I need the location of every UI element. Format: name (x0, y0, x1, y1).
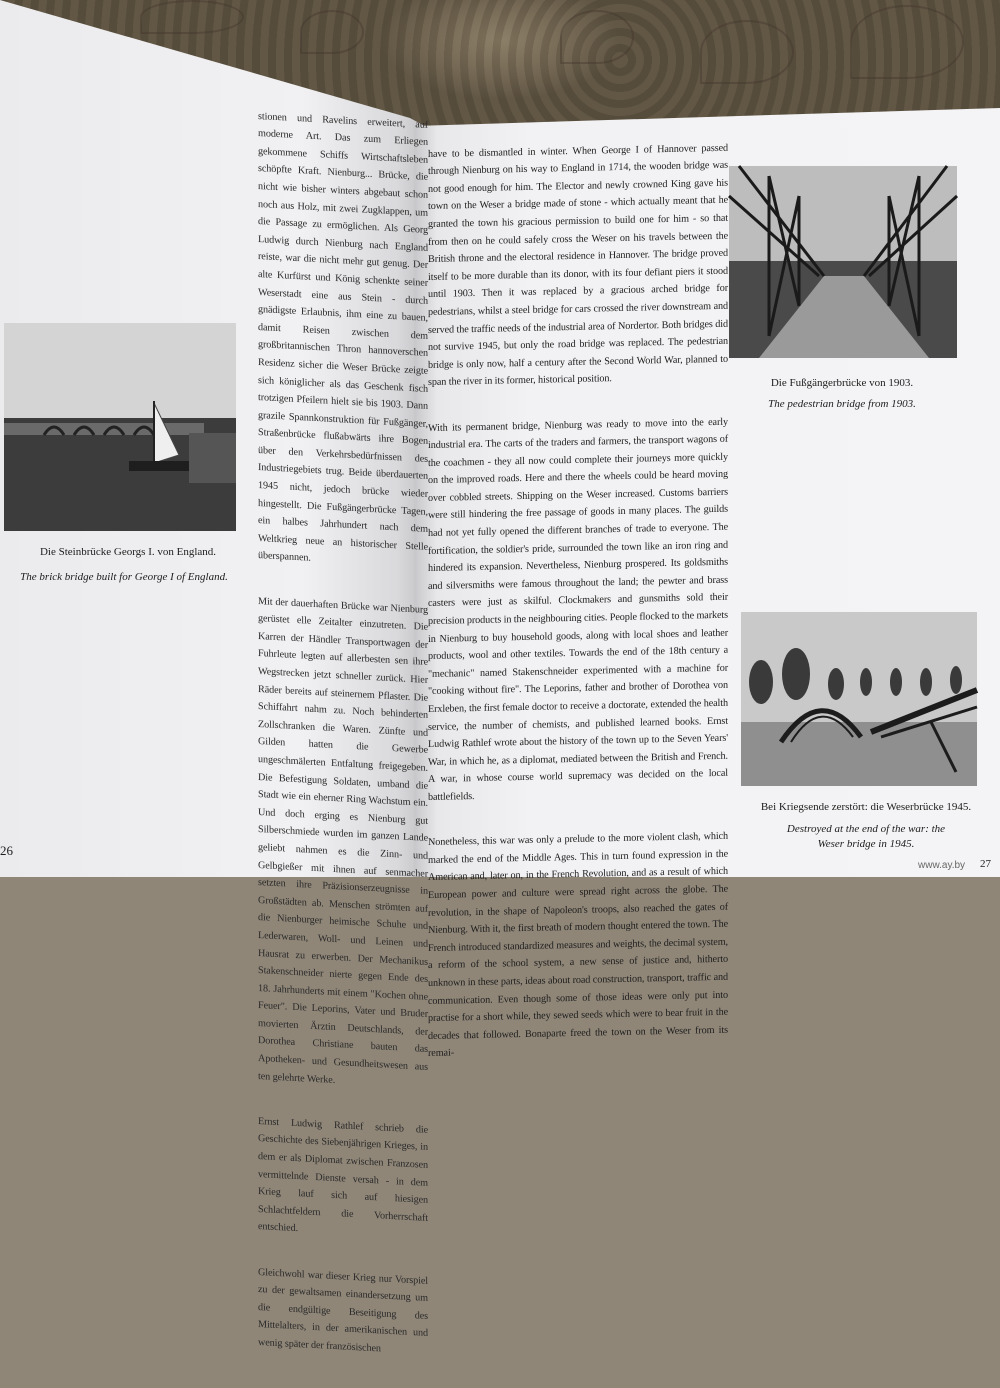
paisley-pattern (850, 5, 964, 79)
caption-stone-bridge-en: The brick bridge built for George I of England. (20, 571, 228, 583)
caption-weser-bridge-en: Destroyed at the end of the war: the Weser bridge in 1945. (786, 823, 946, 850)
destroyed-weser-bridge-photo (741, 612, 977, 786)
right-paragraph-1: have to be dismantled in winter. When George I of Hannover passed through Nienburg on his way to England in 1714, the wooden bridge was not good enough for him. The Elector and newly crowned King gave his town on the Weser a bridge made of stone - which actually meant that he granted the town his gracious permission to build one for him - so that from then on he could safely cross the Weser on his travels between the British throne and the electoral residence in Hannover. The bridge proved itself to be more durable than its donor, with its four defiant piers it stood until 1903. Then it was replaced by a gracious arched bridge for pedestrians, whilst a steel bridge for cars crossed the river downstream and served the traffic needs of the industrial area of Nordertor. Both bridges did not survive 1945, but only the road bridge was replaced. The pedestrian bridge is only now, half a century after the Second World War, planned to span the river in its former, historical position. (428, 142, 728, 389)
caption-pedestrian-bridge-de: Die Fußgängerbrücke von 1903. (770, 377, 914, 389)
page-number-left: 26 (0, 843, 13, 858)
paisley-pattern (560, 10, 634, 64)
left-paragraph-4: Gleichwohl war dieser Krieg nur Vorspiel zu der gewaltsamen einandersetzung um die endgültige Beseitigung des Mittelalters, in der amerikanischen und wenig später der französischen (258, 1266, 428, 1355)
caption-weser-bridge-de: Bei Kriegsende zerstört: die Weserbrücke 1945. (760, 801, 972, 813)
stone-bridge-engraving (4, 323, 236, 531)
caption-pedestrian-bridge-en: The pedestrian bridge from 1903. (768, 398, 916, 410)
left-paragraph-1: stionen und Ravelins erweitert, auf moderne Art. Das zum Erliegen gekommene Schiffs Wirtschaftsleben schöpfte Kraft. Nienburg... Brücke, die nicht wie bisher winters abgebaut schon noch aus Holz, mit zwei Zugklappen, um die Passage zu ermöglichen. Als Georg Ludwig durch Nienburg nach England reiste, war die nicht mehr gut genug. Der alte Kurfürst und König schenkte seiner Weserstadt eine aus Stein - durch gnädigste Erlaubnis, ihm eine zu bauen, damit Reisen zwischen dem großbritannischen Thron hannoverschen Residenz sicher die Weser Brücke zeigte sich königlicher als das Geschenk fisch trotzigen Pfeilern hielt sie bis 1903. Dann grazile Spannkonstruktion für Fußgänger, Straßenbrücke flußabwärts ihre Bogen über den Verkehrsbedürfnissen des Industriegebiets trug. Beide überdauerten 1945 nicht, jedoch brücke wieder hingestellt. Die Fußgängerbrücke Tagen, ein halbes Jahrhundert nach dem Weltkrieg neue an historischer Stelle überspannen. (258, 110, 428, 565)
right-paragraph-2: With its permanent bridge, Nienburg was ready to move into the early industrial era. The carts of the traders and farmers, the transport wagons of the coachmen - they all now could complete their journeys more quickly on the improved roads. Here and there the wheels could be heard moving over cobbled streets. Shipping on the Weser increased. Customs barriers were still hindering the free passage of goods in many places. The guilds had not yet fully opened the different branches of trade to everyone. The fortification, the soldier's pride, surrounded the town like an iron ring and hindered its expansion. Nevertheless, Nienburg prospered. Its goldsmiths and silversmiths were famous throughout the land; the pewter and brass casters were just as skilful. Clockmakers and gunsmiths sold their precision products in the neighbouring cities. People flocked to the markets in Nienburg to buy household goods, along with local shoes and leather products, wool and other textiles. Towards the end of the 18th century a "mechanic" named Stakenschneider experimented with a machine for "cooking without fire". The Leporins, father and brother of Dorothea von Erxleben, the first female doctor to receive a doctorate, extended the health service, the number of chemists, and published learned books. Ernst Ludwig Rathlef wrote about the history of the town up to the Seven Years' War, in which he, as a diplomat, mediated between the British and French. A war, in whose course world supremacy was decided on the local battlefields. (428, 416, 728, 803)
paisley-pattern (300, 10, 364, 54)
page-number-right: 27 (980, 858, 991, 870)
stone-bridge-engraving-drawing (4, 323, 236, 531)
pedestrian-bridge-photo (729, 166, 957, 358)
paisley-pattern (140, 0, 244, 34)
caption-stone-bridge-de: Die Steinbrücke Georgs I. von England. (39, 546, 217, 558)
left-page-text-column (258, 90, 428, 1355)
watermark: www.ay.by (918, 860, 966, 871)
right-paragraph-3: Nonetheless, this war was only a prelude to the more violent clash, which marked the end of the Middle Ages. This in turn found expression in the American and, later on, in the French Revolution, and as a result of which European power and culture were spread right across the globe. The revolution, in the shape of Napoleon's troops, also reached the gates of Nienburg. With it, the first breath of modern thought entered the town. The French introduced standardized measures and weights, the decimal system, a reform of the school system, a new sense of justice and, hitherto unknown in these parts, ideas about road construction, transport, traffic and communication. Even though some of those ideas were only put into practise for a short while, they sewed seeds which were to bear fruit in the decades that followed. Bonaparte freed the town on the Weser from its remai- (428, 830, 728, 1060)
left-paragraph-3: Ernst Ludwig Rathlef schrieb die Geschichte des Siebenjährigen Krieges, in dem er als Diplomat zwischen Franzosen vermittelnde Dienste versah - in dem Krieg lauf sich auf hiesigen Schlachtfeldern die Vorherrschaft entschied. (258, 1115, 428, 1235)
destroyed-weser-bridge-drawing (741, 612, 977, 786)
right-page-text-column (428, 122, 728, 1060)
left-paragraph-2: Mit der dauerhaften Brücke war Nienburg gerüstet elle Zeitalter einzutreten. Die Karren der Händler Transportwagen der Fuhrleute legten auf allerbesten sen ihre Wegstrecken jetzt schneller zurück. Hier Räder bereits auf steinernem Pflaster. Die Schiffahrt nahm zu. Noch behinderten Zollschranken die Waren. Zünfte und Gilden hatten die Gewerbe ungeschmälerten Entfaltung freigegeben. Die Befestigung Soldaten, umband die Stadt wie ein eherner Ring Wachstum ein. Und doch erging es Nienburg gut Silberschmiede wurden im ganzen Lande geliebt nahmen es die Zinn- und Gelbgießer mit ihnen auf senmacher setzten ihre Präzisionserzeugnisse in Großstädten ab. Menschen strömten auf die Nienburger heimische Schuhe und Lederwaren, Woll- und Leinen und Hausrat zu erwerben. Der Mechanikus Stakenschneider nierte gegen Ende des 18. Jahrhunderts mit einem "Kochen ohne Feuer". Die Leporins, Vater und Bruder movierten Ärztin Deutschlands, der Dorothea Christiane bauten das Apotheken- und Gesundheitswesen aus ten gelehrte Werke. (258, 595, 428, 1086)
pedestrian-bridge-drawing (729, 166, 957, 358)
paisley-pattern (700, 20, 794, 84)
